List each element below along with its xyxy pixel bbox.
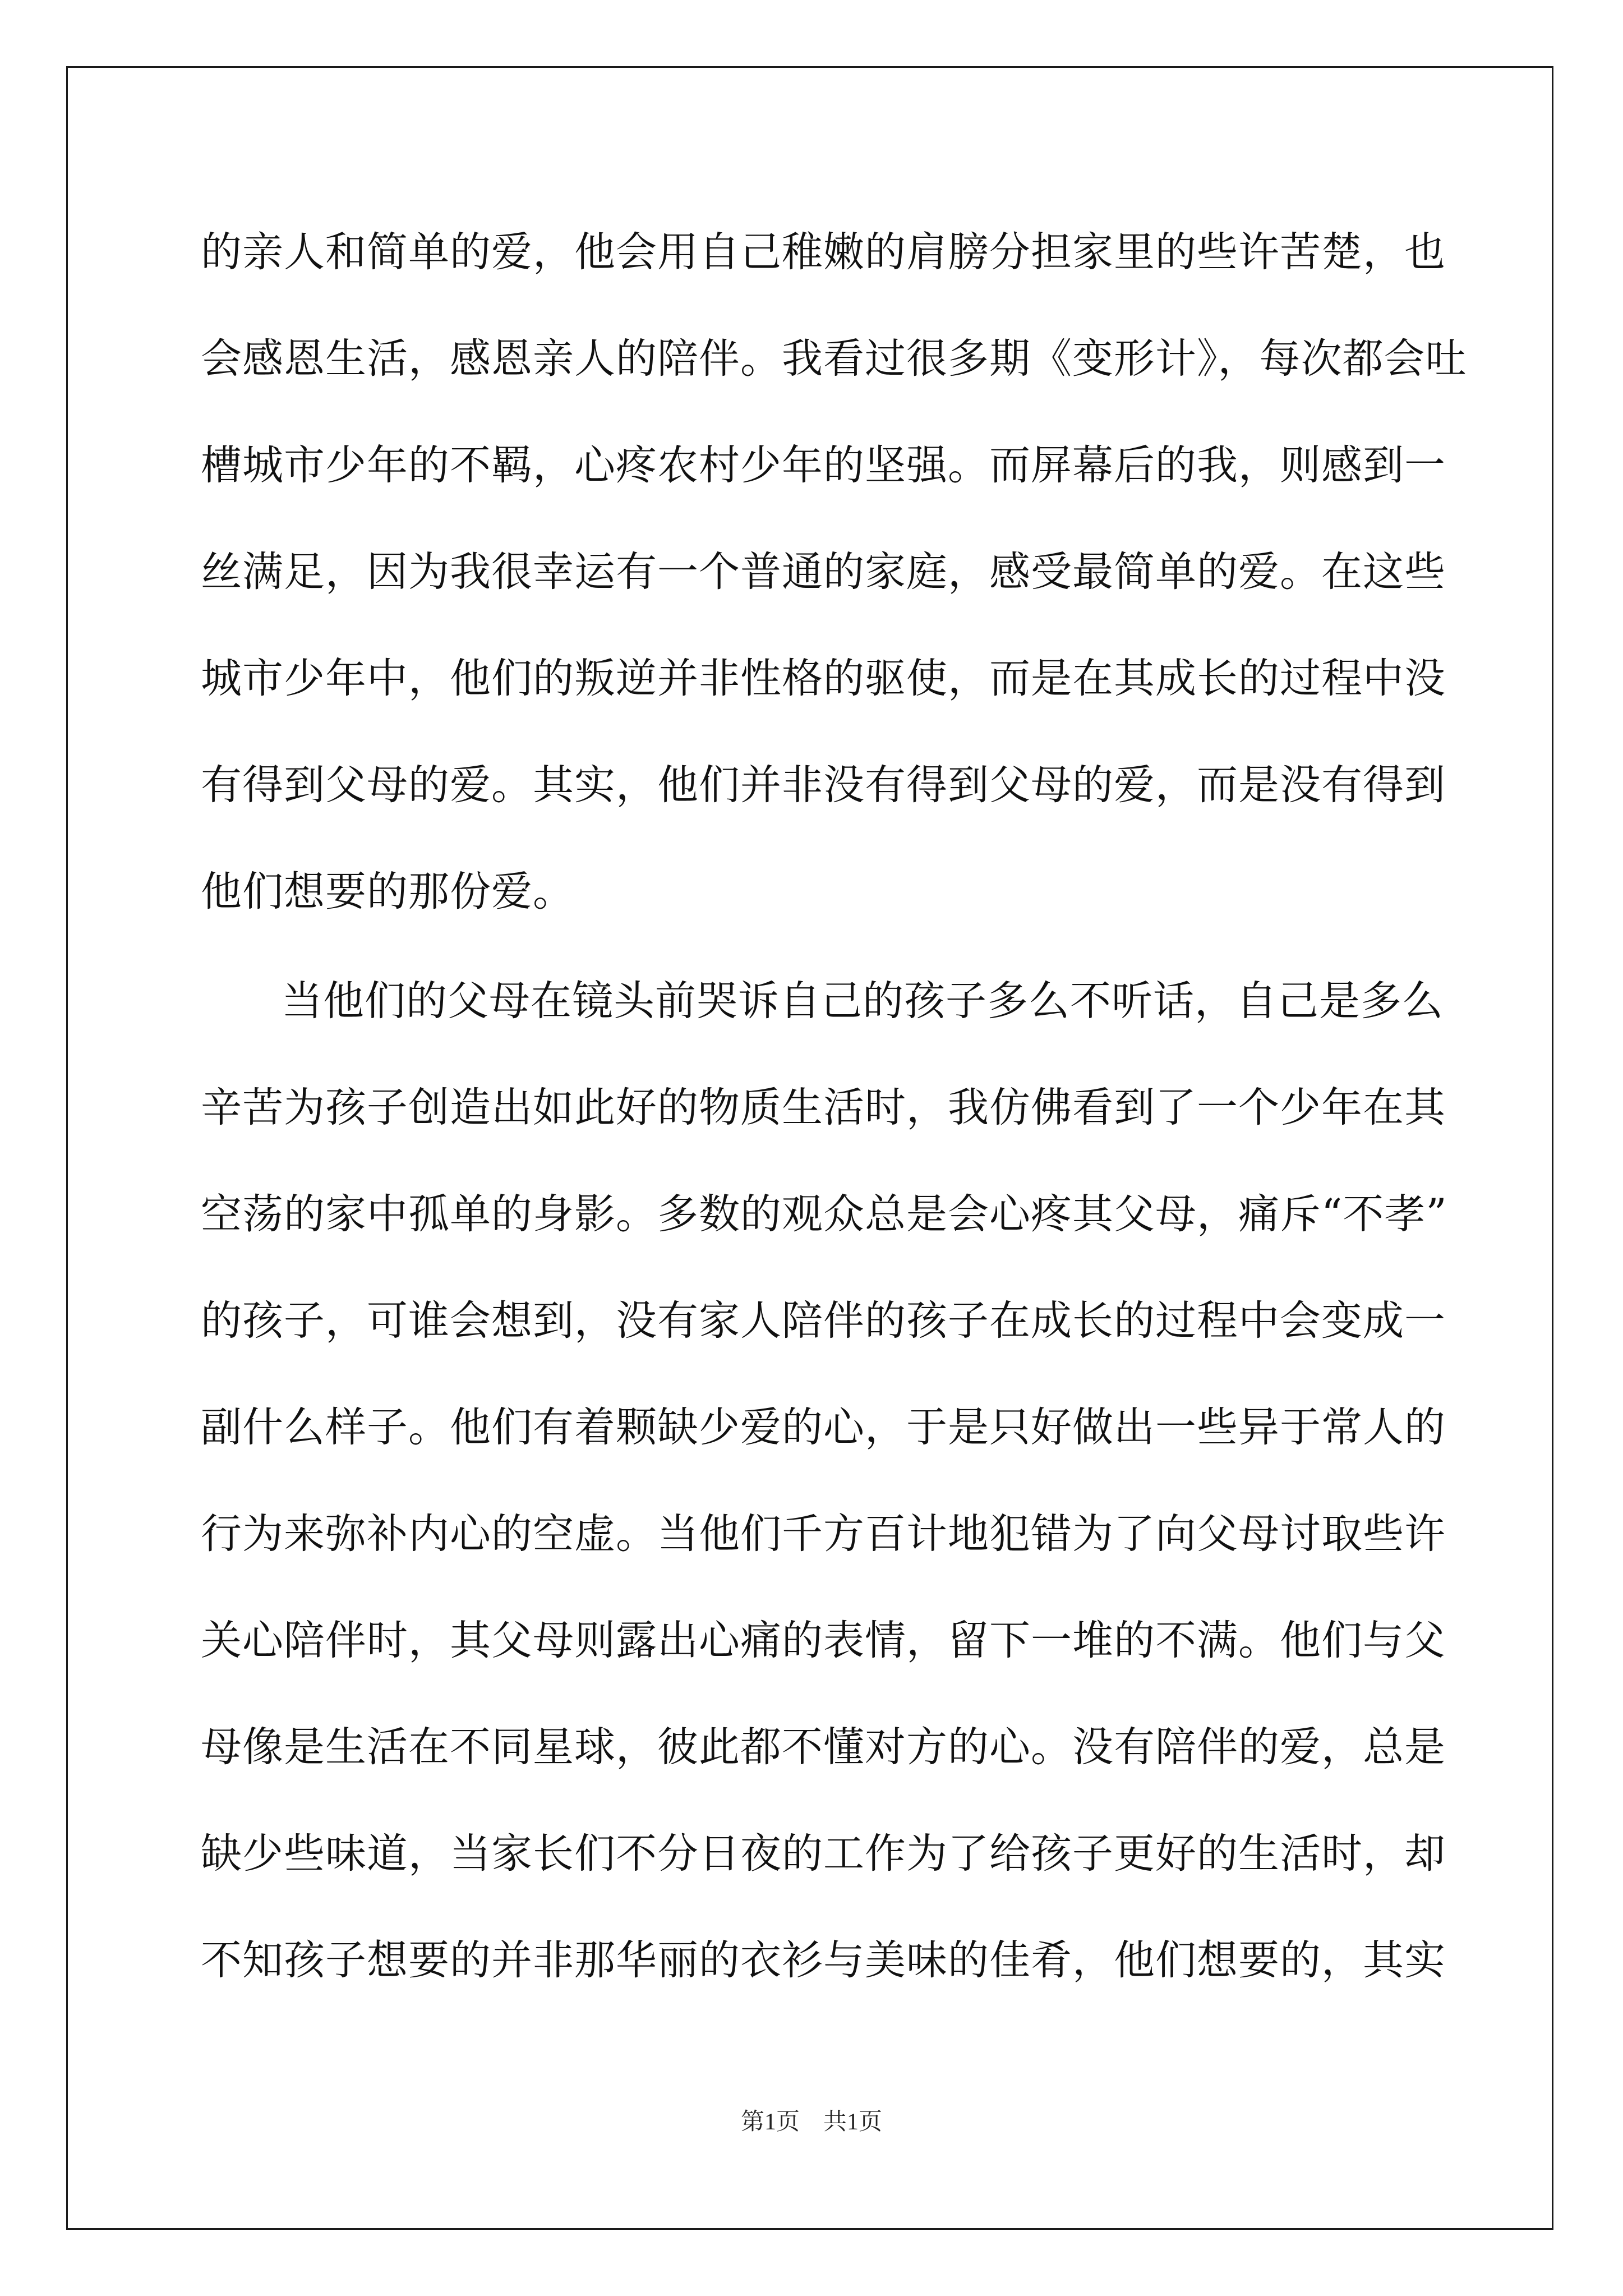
text-line: 的孩子，可谁会想到，没有家人陪伴的孩子在成长的过程中会变成一 [201, 1297, 1446, 1345]
text-line: 不知孩子想要的并非那华丽的衣衫与美味的佳肴，他们想要的，其实 [201, 1936, 1446, 1984]
text-line: 丝满足，因为我很幸运有一个普通的家庭，感受最简单的爱。在这些 [201, 548, 1446, 596]
text-line: 城市少年中，他们的叛逆并非性格的驱使，而是在其成长的过程中没 [201, 655, 1446, 702]
text-line: 行为来弥补内心的空虚。当他们千方百计地犯错为了向父母讨取些许 [201, 1510, 1446, 1558]
text-line: 辛苦为孩子创造出如此好的物质生活时，我仿佛看到了一个少年在其 [201, 1084, 1446, 1131]
text-line: 的亲人和简单的爱，他会用自己稚嫩的肩膀分担家里的些许苦楚，也 [201, 228, 1446, 276]
text-line: 有得到父母的爱。其实，他们并非没有得到父母的爱，而是没有得到 [201, 761, 1446, 809]
paragraph-first-line: 当他们的父母在镜头前哭诉自己的孩子多么不听话，自己是多么 [282, 977, 1444, 1025]
text-line: 关心陪伴时，其父母则露出心痛的表情，留下一堆的不满。他们与父 [201, 1617, 1446, 1664]
page-footer: 第1页 共1页 [740, 2109, 882, 2135]
text-line: 副什么样子。他们有着颗缺少爱的心，于是只好做出一些异于常人的 [201, 1404, 1446, 1451]
text-line: 母像是生活在不同星球，彼此都不懂对方的心。没有陪伴的爱，总是 [201, 1723, 1446, 1771]
text-line: 槽城市少年的不羁，心疼农村少年的坚强。而屏幕后的我，则感到一 [201, 441, 1446, 489]
text-line: 缺少些味道，当家长们不分日夜的工作为了给孩子更好的生活时，却 [201, 1830, 1446, 1878]
text-line: 他们想要的那份爱。 [201, 868, 574, 915]
text-line: 会感恩生活，感恩亲人的陪伴。我看过很多期《变形计》，每次都会吐 [201, 335, 1467, 383]
text-line: 空荡的家中孤单的身影。多数的观众总是会心疼其父母，痛斥“不孝” [201, 1190, 1447, 1238]
